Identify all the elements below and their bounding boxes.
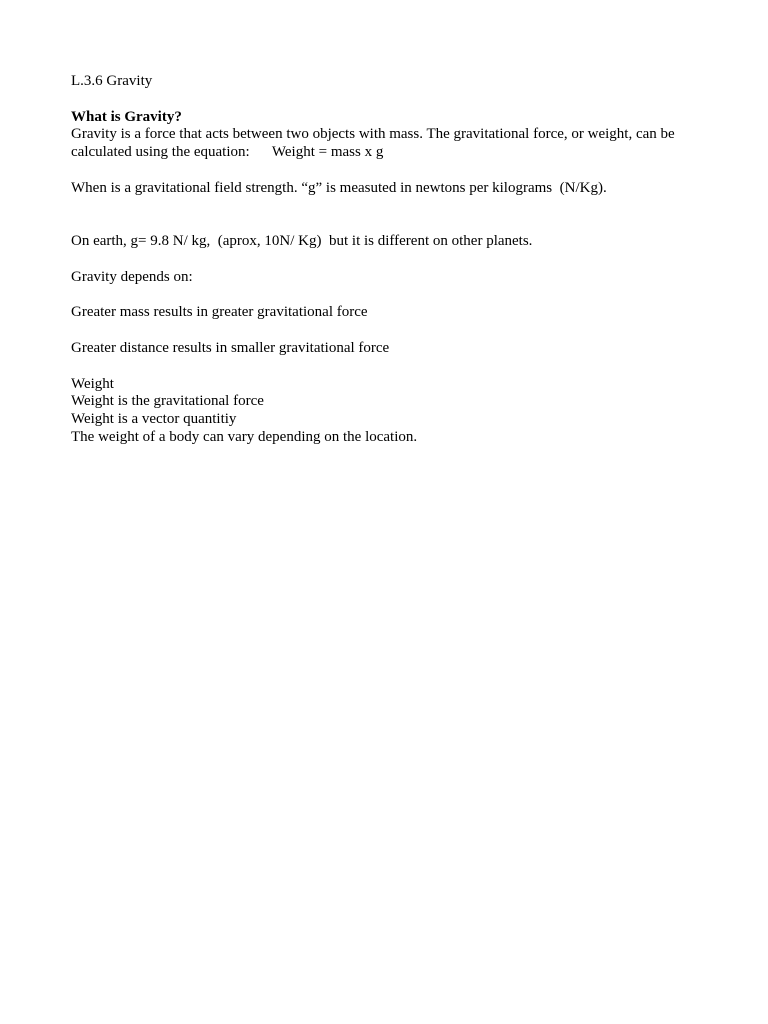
spacer [71, 358, 691, 376]
weight-line: Weight is a vector quantitiy [71, 411, 237, 428]
intro-line-2: calculated using the equation: Weight = mass x g [71, 144, 384, 161]
field-strength-paragraph: When is a gravitational field strength. “g” is measuted in newtons per kilograms (N/Kg). [71, 179, 607, 196]
spacer [71, 251, 691, 269]
spacer [71, 162, 691, 180]
weight-line: Weight is the gravitational force [71, 393, 264, 410]
distance-point: Greater distance results in smaller gravitational force [71, 339, 390, 356]
section-heading: What is Gravity? [71, 108, 182, 125]
document-page [71, 73, 691, 447]
intro-line-1: Gravity is a force that acts between two objects with mass. The gravitational force, or weight, can be [71, 126, 675, 143]
depends-on-heading: Gravity depends on: [71, 268, 193, 285]
spacer [71, 322, 691, 340]
spacer [71, 198, 691, 234]
weight-line: The weight of a body can vary depending on the location. [71, 428, 418, 445]
weight-heading: Weight [71, 375, 114, 392]
mass-point: Greater mass results in greater gravitational force [71, 304, 368, 321]
spacer [71, 91, 691, 109]
earth-gravity-paragraph: On earth, g= 9.8 N/ kg, (aprox, 10N/ Kg) but it is different on other planets. [71, 233, 533, 250]
spacer [71, 287, 691, 305]
document-title: L.3.6 Gravity [71, 73, 153, 89]
